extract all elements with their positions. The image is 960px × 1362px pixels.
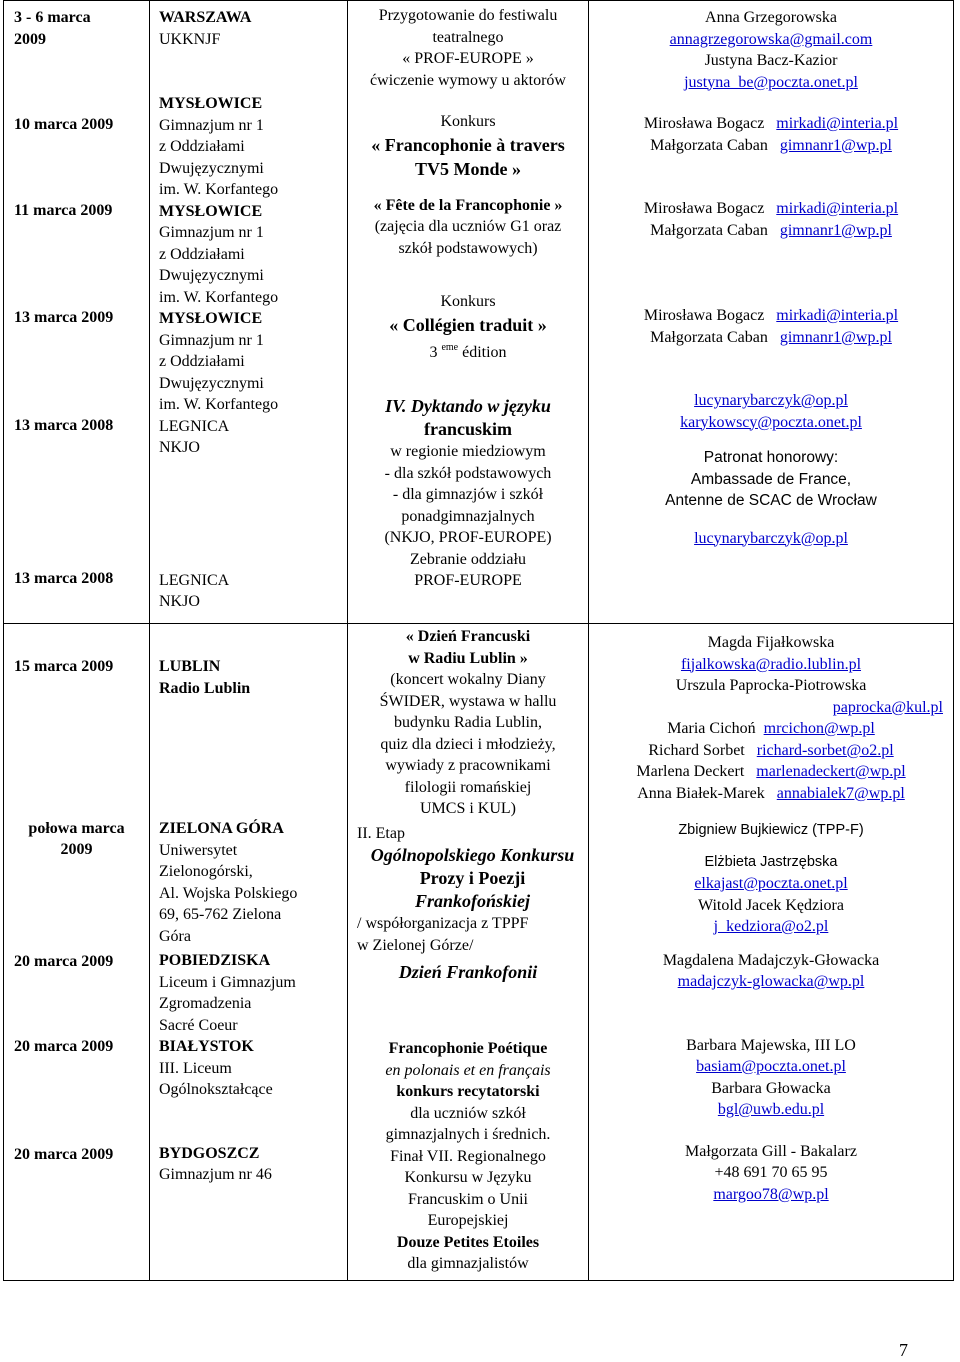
contact-name: Małgorzata Caban <box>650 328 768 346</box>
contact-name: Witold Jacek Kędziora <box>698 896 844 914</box>
email-link[interactable]: annabialek7@wp.pl <box>776 784 905 802</box>
email-link[interactable]: mrcichon@wp.pl <box>763 720 875 737</box>
contact-name: Anna Białek-Marek <box>637 784 765 802</box>
contact-name: Anna Grzegorowska <box>705 9 837 26</box>
contact-name: Justyna Bacz-Kazior <box>704 52 838 69</box>
address-line: 69, 65-762 Zielona <box>159 906 282 923</box>
institution-name: Gimnazjum nr 1 <box>159 331 264 349</box>
event-title: francuskim <box>423 419 512 439</box>
city-name: LEGNICA <box>159 571 230 589</box>
event-title: Douze Petites Etoiles <box>396 1233 540 1251</box>
institution-name: im. W. Korfantego <box>159 288 279 306</box>
event-text: dla gimnazjalistów <box>407 1255 529 1272</box>
event-title: « Collégien traduit » <box>389 314 547 335</box>
event-title: Prozy i Poezji <box>419 868 526 888</box>
institution-name: Dwujęzycznymi <box>159 374 264 392</box>
email-link[interactable]: lucynarybarczyk@op.pl <box>694 392 848 409</box>
city-name: ZIELONA GÓRA <box>159 820 284 837</box>
event-text: budynku Radia Lublin, <box>394 714 542 731</box>
contact-name: Maria Cichoń <box>667 720 756 737</box>
city-name: POBIEDZISKA <box>159 952 271 969</box>
event-text: w Zielonej Górze/ <box>357 936 474 954</box>
address-line: Al. Wojska Polskiego <box>159 884 298 902</box>
email-link[interactable]: gimnanr1@wp.pl <box>779 221 892 239</box>
date-cell: 20 marca 2009 <box>14 952 114 970</box>
institution-name: z Oddziałami <box>159 138 245 155</box>
email-link[interactable]: annagrzegorowska@gmail.com <box>669 30 873 48</box>
event-text: UMCS i KUL) <box>419 800 516 817</box>
contact-name: Urszula Paprocka-Piotrowska <box>675 677 867 694</box>
institution-name: z Oddziałami <box>159 353 245 370</box>
date-cell: 13 marca 2009 <box>14 309 114 326</box>
institution-name: Gimnazjum nr 1 <box>159 224 264 241</box>
event-text: Konkurs <box>440 113 496 130</box>
contact-name: Barbara Majewska, III LO <box>686 1036 856 1054</box>
contact-name: Zbigniew Bujkiewicz (TPP-F) <box>678 822 864 838</box>
city-name: MYSŁOWICE <box>159 202 263 220</box>
event-text <box>348 337 588 364</box>
place-column <box>150 624 348 1281</box>
email-link[interactable]: elkajast@poczta.onet.pl <box>694 875 848 892</box>
contact-name: Marlena Deckert <box>636 763 745 780</box>
event-text: Konkursu w Języku <box>404 1169 532 1186</box>
event-text: II. Etap <box>357 824 405 842</box>
event-text: Finał VII. Regionalnego <box>390 1147 546 1165</box>
institution-name: III. Liceum <box>159 1059 232 1077</box>
email-link[interactable]: lucynarybarczyk@op.pl <box>694 529 848 547</box>
institution-name: Zgromadzenia <box>159 995 252 1012</box>
institution-name: z Oddziałami <box>159 245 245 263</box>
contact-name: Magdalena Madajczyk-Głowacka <box>662 951 880 969</box>
date-cell: 20 marca 2009 <box>14 1038 114 1055</box>
patronage-name: Ambassade de France, <box>690 470 852 488</box>
contact-column <box>589 624 954 1281</box>
institution-name: Gimnazjum nr 1 <box>159 116 264 134</box>
contact-name: Małgorzata Caban <box>650 221 768 239</box>
event-title: « Fête de la Francophonie » <box>373 196 563 214</box>
event-text: w regionie miedziowym <box>390 443 546 460</box>
contact-name: Elżbieta Jastrzębska <box>704 853 838 870</box>
date-cell: 2009 <box>60 841 93 858</box>
event-text: (koncert wokalny Diany <box>390 671 546 688</box>
contact-name: Mirosława Bogacz <box>643 115 765 132</box>
contact-name: Małgorzata Gill - Bakalarz <box>685 1142 857 1160</box>
institution-name: Uniwersytet <box>159 841 238 859</box>
event-text: Konkurs <box>440 293 496 310</box>
event-text: ćwiczenie wymowy u aktorów <box>370 71 566 89</box>
event-column <box>348 1 589 624</box>
address-line: Góra <box>159 927 191 945</box>
institution-name: Gimnazjum nr 46 <box>159 1166 272 1183</box>
event-text: « PROF-EUROPE » <box>402 50 534 67</box>
event-text: teatralnego <box>432 28 504 46</box>
email-link[interactable]: marlenadeckert@wp.pl <box>756 763 906 780</box>
contact-name: Barbara Głowacka <box>711 1079 831 1097</box>
email-link[interactable]: gimnanr1@wp.pl <box>779 328 892 346</box>
event-text: wywiady z pracownikami <box>385 757 551 774</box>
phone-number: +48 691 70 65 95 <box>714 1164 828 1181</box>
date-cell: 11 marca 2009 <box>14 201 113 219</box>
event-title: « Francophonie à travers <box>371 134 565 155</box>
email-link[interactable]: mirkadi@interia.pl <box>776 200 899 217</box>
city-name: LEGNICA <box>159 417 230 435</box>
institution-name: im. W. Korfantego <box>159 396 279 413</box>
event-text: PROF-EUROPE <box>414 572 522 589</box>
email-link[interactable]: fijalkowska@radio.lublin.pl <box>680 655 862 673</box>
email-link[interactable]: j_kedziora@o2.pl <box>713 918 829 935</box>
edition-number: 3 <box>429 343 438 361</box>
email-link[interactable]: basiam@poczta.onet.pl <box>696 1058 846 1075</box>
contact-name: Richard Sorbet <box>648 741 745 759</box>
institution-name: Liceum i Gimnazjum <box>159 973 296 991</box>
contact-name: Magda Fijałkowska <box>707 634 835 651</box>
event-title: TV5 Monde » <box>414 158 521 179</box>
date-cell: 20 marca 2009 <box>14 1145 114 1163</box>
event-title: « Dzień Francuski <box>405 628 531 645</box>
patronage-name: Antenne de SCAC de Wrocław <box>665 492 877 509</box>
patronage-label: Patronat honorowy: <box>703 449 839 466</box>
edition-label: édition <box>462 343 507 361</box>
date-column <box>4 624 150 1281</box>
date-column <box>4 1 150 624</box>
date-cell: 13 marca 2008 <box>14 570 114 587</box>
city-name: LUBLIN <box>159 658 221 675</box>
event-text: Francuskim o Unii <box>408 1190 528 1208</box>
institution-name: Zielonogórski, <box>159 863 253 880</box>
city-name: MYSŁOWICE <box>159 310 263 327</box>
event-text: - dla gimnazjów i szkół <box>392 486 544 503</box>
event-text: - dla szkół podstawowych <box>384 464 552 482</box>
table-row <box>4 1 954 624</box>
email-link[interactable]: gimnanr1@wp.pl <box>779 136 892 154</box>
edition-suffix: eme <box>441 341 459 353</box>
city-name: WARSZAWA <box>159 9 252 26</box>
place-column <box>150 1 348 624</box>
date-cell: 3 - 6 marca <box>14 9 91 26</box>
event-text: en polonais et en français <box>385 1061 551 1079</box>
contact-name: Mirosława Bogacz <box>643 307 765 324</box>
email-link[interactable]: richard-sorbet@o2.pl <box>756 741 894 759</box>
event-title: w Radiu Lublin » <box>408 649 528 667</box>
contact-column <box>589 1 954 624</box>
institution-name: Dwujęzycznymi <box>159 159 264 177</box>
email-link[interactable]: mirkadi@interia.pl <box>776 307 899 324</box>
event-text: ŚWIDER, wystawa w hallu <box>379 692 557 710</box>
institution-name: Radio Lublin <box>159 679 251 697</box>
city-name: BYDGOSZCZ <box>159 1144 260 1162</box>
page-number: 7 <box>899 1340 908 1360</box>
event-text: quiz dla dzieci i młodzieży, <box>380 735 556 753</box>
event-text: filologii romańskiej <box>404 778 532 796</box>
event-title: konkurs recytatorski <box>396 1083 540 1100</box>
institution-name: NKJO <box>159 593 200 610</box>
contact-name: Małgorzata Caban <box>650 136 768 154</box>
event-text: ponadgimnazjalnych <box>401 507 535 525</box>
event-title: Frankofońskiej <box>414 891 531 911</box>
event-text: Europejskiej <box>427 1212 509 1229</box>
event-text: Zebranie oddziału <box>410 550 526 568</box>
event-title: Dzień Frankofonii <box>398 962 538 982</box>
institution-name: Sacré Coeur <box>159 1016 238 1034</box>
event-text: Przygotowanie do festiwalu <box>378 7 558 24</box>
email-link[interactable]: paprocka@kul.pl <box>832 698 943 716</box>
institution-name: UKKNJF <box>159 30 221 48</box>
date-cell: 13 marca 2008 <box>14 416 114 434</box>
event-title: Francophonie Poétique <box>388 1040 548 1057</box>
email-link[interactable]: margoo78@wp.pl <box>713 1185 829 1203</box>
event-text: (NKJO, PROF-EUROPE) <box>384 529 552 546</box>
institution-name: im. W. Korfantego <box>159 181 279 198</box>
date-cell: 2009 <box>14 30 46 48</box>
email-link[interactable]: karykowscy@poczta.onet.pl <box>680 413 862 431</box>
institution-name: Ogólnokształcące <box>159 1081 273 1098</box>
city-name: BIAŁYSTOK <box>159 1038 254 1055</box>
table-row <box>4 624 954 1281</box>
event-text: (zajęcia dla uczniów G1 oraz <box>374 218 562 235</box>
city-name: MYSŁOWICE <box>159 95 263 112</box>
event-title: IV. Dyktando w języku <box>385 396 551 416</box>
contact-name: Mirosława Bogacz <box>643 200 765 217</box>
email-link[interactable]: madajczyk-glowacka@wp.pl <box>677 973 865 990</box>
date-cell: 15 marca 2009 <box>14 658 114 675</box>
date-cell: 10 marca 2009 <box>14 116 114 133</box>
institution-name: Dwujęzycznymi <box>159 267 264 284</box>
schedule-table <box>3 0 954 1281</box>
event-column <box>348 624 589 1281</box>
email-link[interactable]: justyna_be@poczta.onet.pl <box>684 73 858 91</box>
event-text: szkół podstawowych) <box>398 239 538 257</box>
institution-name: NKJO <box>159 439 200 456</box>
email-link[interactable]: bgl@uwb.edu.pl <box>717 1101 825 1118</box>
event-title: Ogólnopolskiego Konkursu <box>370 845 575 865</box>
event-text: gimnazjalnych i średnich. <box>385 1126 551 1143</box>
date-cell: połowa marca <box>28 819 125 837</box>
event-text: / współorganizacja z TPPF <box>357 915 529 932</box>
email-link[interactable]: mirkadi@interia.pl <box>776 115 899 132</box>
event-text: dla uczniów szkół <box>410 1104 526 1122</box>
